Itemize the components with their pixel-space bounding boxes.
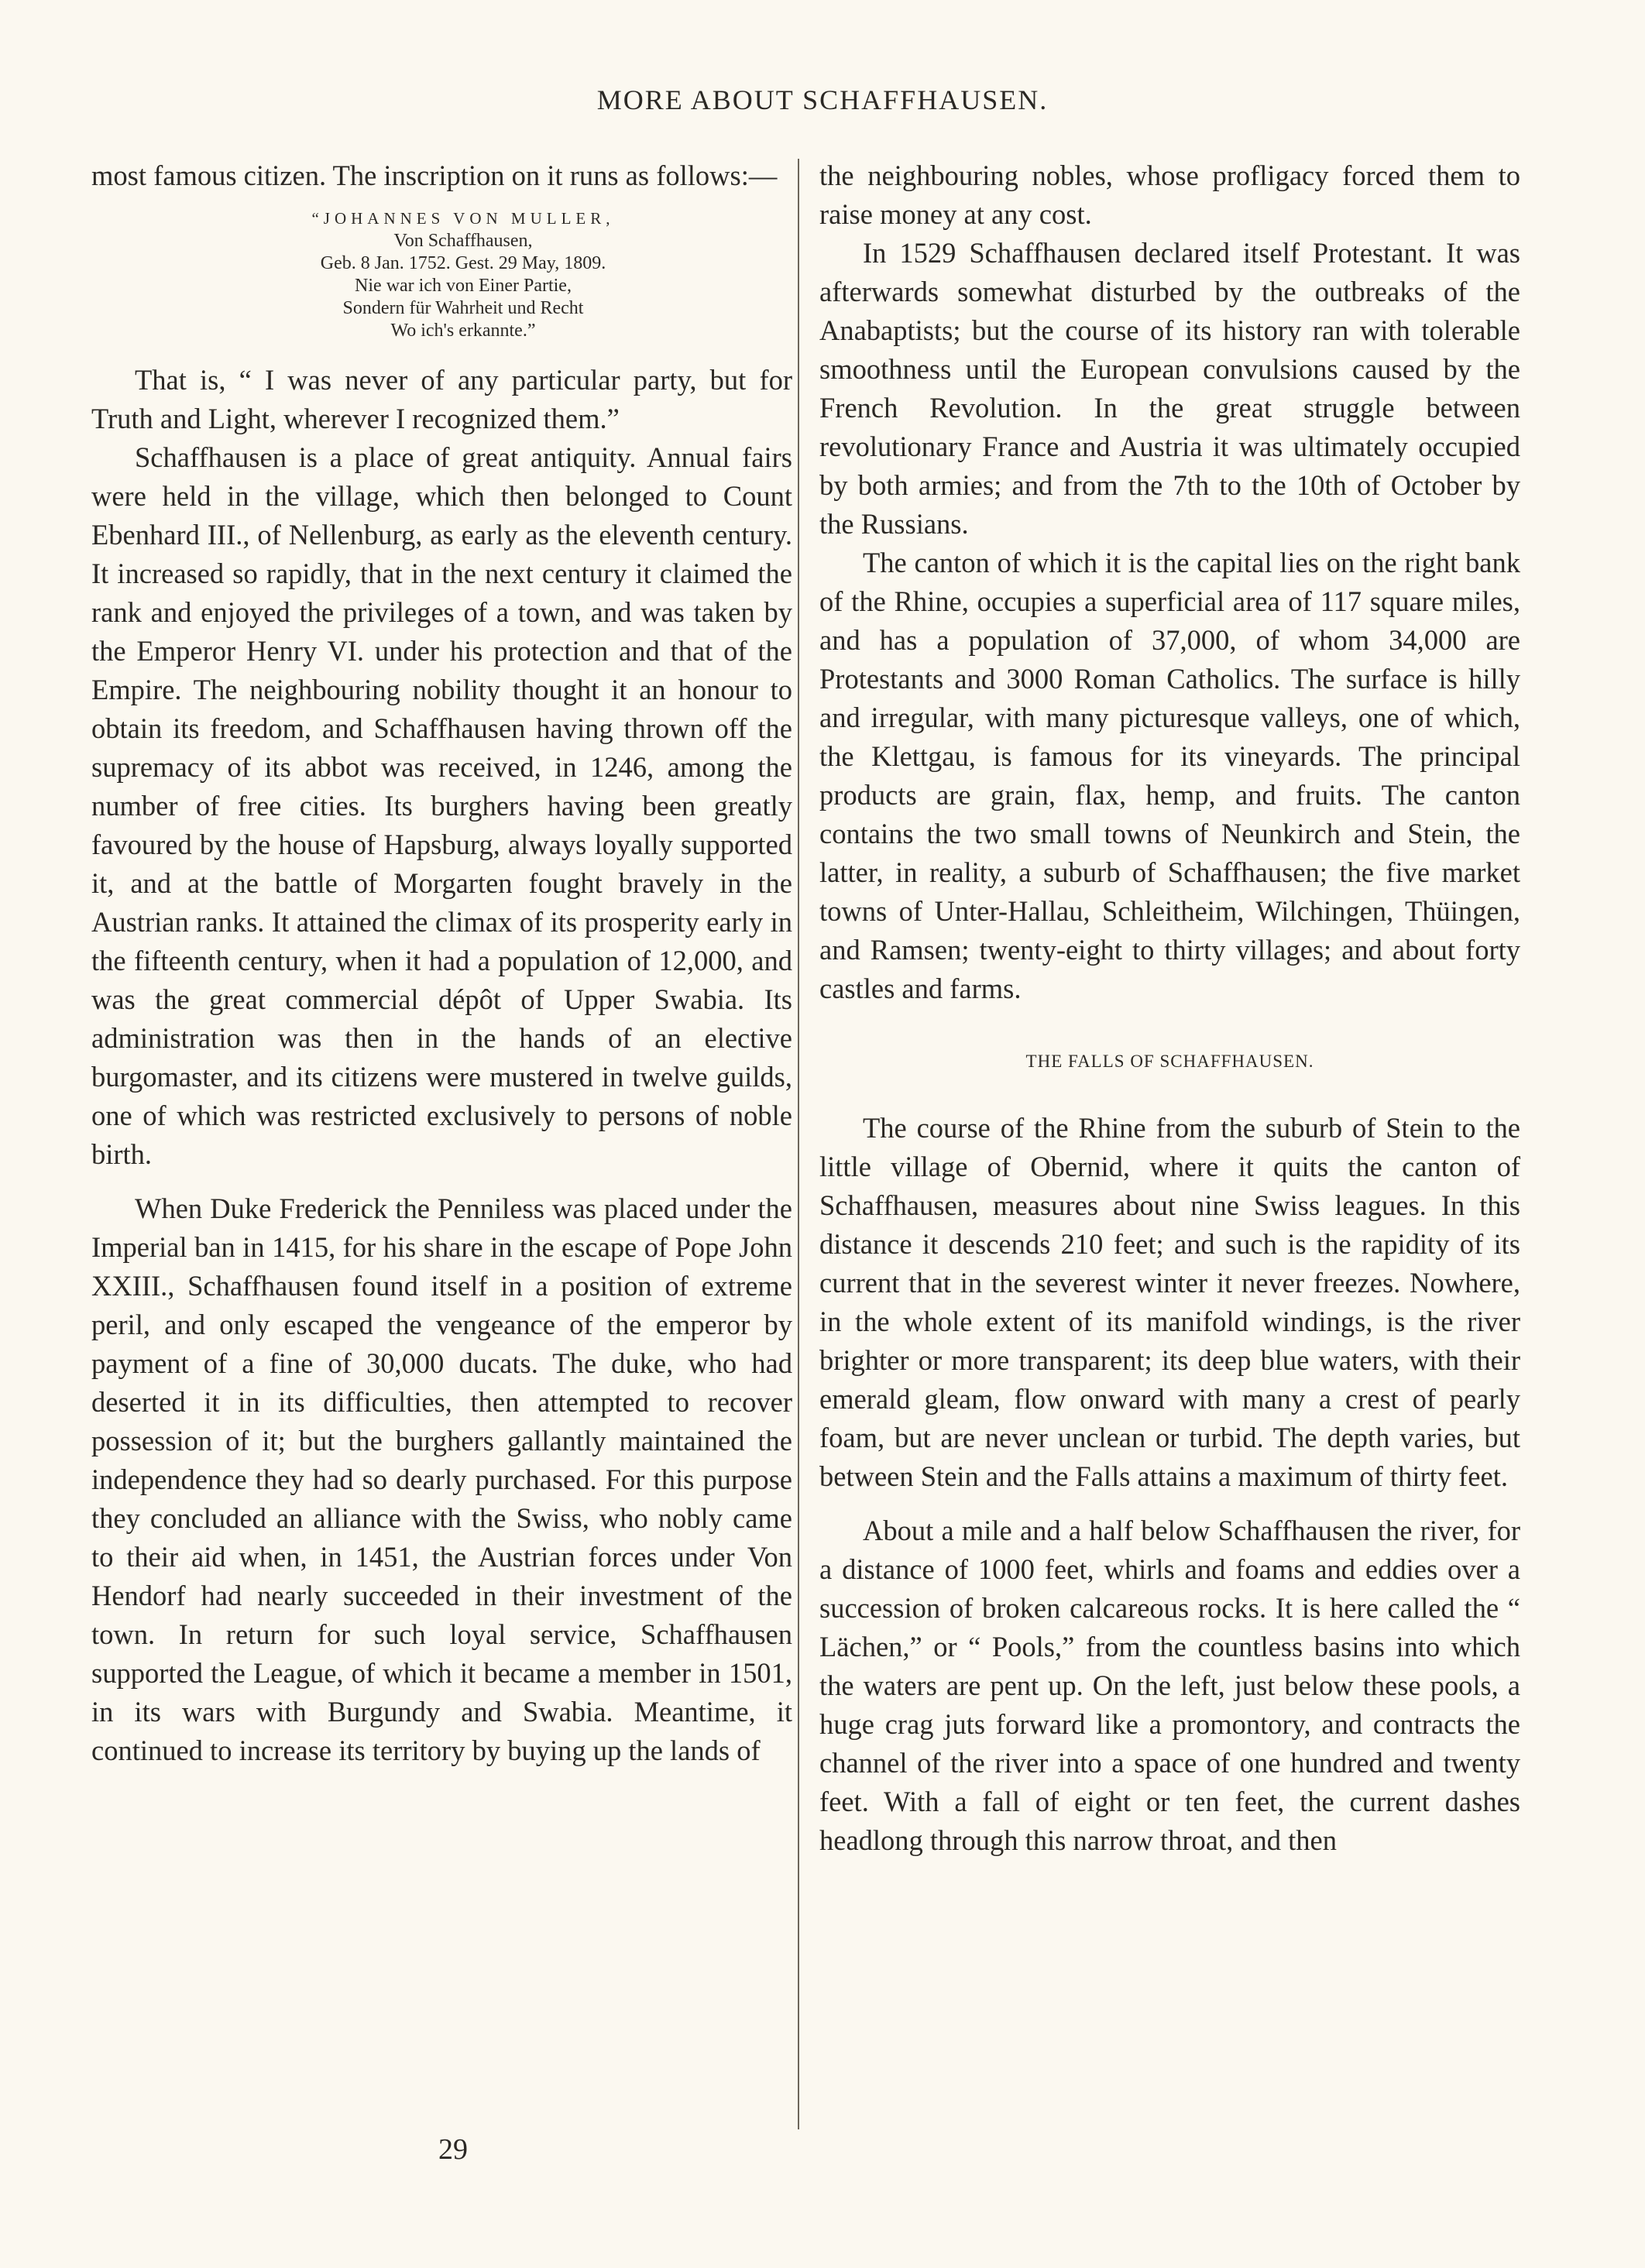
- inscription-line: “JOHANNES VON MULLER,: [311, 209, 615, 228]
- paragraph: In 1529 Schaffhausen declared itself Protestant. It was afterwards somewhat disturbed by the outbreaks of the Anabaptists; but the course of its history ran with tolerable smoothness until the European convulsions caused by the French Revolution. In the great struggle between revolutionary France and Austria it was ultimately occupied by both armies; and from the 7th to the 10th of October by the Russians.: [819, 237, 1520, 540]
- paragraph: the neighbouring nobles, whose profligacy forced them to raise money at any cost.: [819, 160, 1520, 230]
- inscription: [246, 208, 680, 342]
- right-column: [819, 156, 1520, 1860]
- paragraph: About a mile and a half below Schaffhausen the river, for a distance of 1000 feet, whirls and foams and eddies over a succession of broken calcareous rocks. It is here called the “ Lächen,” or “ Pools,” from the countless basins into which the waters are pent up. On the left, just below these pools, a huge crag juts forward like a promontory, and contracts the channel of the river into a space of one hundred and twenty feet. With a fall of eight or ten feet, the current dashes headlong through this narrow throat, and then: [819, 1515, 1520, 1856]
- running-head: MORE ABOUT SCHAFFHAUSEN.: [596, 84, 1049, 115]
- paragraph: That is, “ I was never of any particular party, but for Truth and Light, wherever I recognized them.”: [91, 364, 792, 434]
- inscription-line: Von Schaffhausen,: [393, 231, 533, 251]
- page-number: 29: [438, 2133, 468, 2166]
- inscription-line: Sondern für Wahrheit und Recht: [342, 298, 584, 318]
- inscription-line: Wo ich's erkannte.”: [390, 321, 536, 341]
- paragraph: most famous citizen. The inscription on it runs as follows:—: [91, 160, 778, 191]
- paragraph: The course of the Rhine from the suburb of Stein to the little village of Obernid, where it quits the canton of Schaffhausen, measures about nine Swiss leagues. In this distance it descends 210 feet; and such is the rapidity of its current that in the severest winter it never freezes. Nowhere, in the whole extent of its manifold windings, is the river brighter or more transparent; its deep blue waters, with their emerald gleam, flow onward with many a crest of pearly foam, but are never unclean or turbid. The depth varies, but between Stein and the Falls attains a maximum of thirty feet.: [819, 1112, 1520, 1492]
- section-title: THE FALLS OF SCHAFFHAUSEN.: [1025, 1052, 1314, 1071]
- inscription-line: Geb. 8 Jan. 1752. Gest. 29 May, 1809.: [320, 253, 606, 273]
- paragraph: The canton of which it is the capital lies on the right bank of the Rhine, occupies a superficial area of 117 square miles, and has a population of 37,000, of whom 34,000 are Protestants and 3000 Roman Catholics. The surface is hilly and irregular, with many picturesque valleys, one of which, the Klettgau, is famous for its vineyards. The principal products are grain, flax, hemp, and fruits. The canton contains the two small towns of Neunkirch and Stein, the latter, in reality, a suburb of Schaffhausen; the five market towns of Unter-Hallau, Schleitheim, Wilchingen, Thüingen, and Ramsen; twenty-eight to thirty villages; and about forty castles and farms.: [819, 547, 1520, 1004]
- left-column: [91, 156, 792, 1770]
- column-rule: [798, 159, 799, 2129]
- paragraph: When Duke Frederick the Penniless was placed under the Imperial ban in 1415, for his share in the escape of Pope John XXIII., Schaffhausen found itself in a position of extreme peril, and only escaped the vengeance of the emperor by payment of a fine of 30,000 ducats. The duke, who had deserted it in its difficulties, then attempted to recover possession of it; but the burghers gallantly maintained the independence they had so dearly purchased. For this purpose they concluded an alliance with the Swiss, who nobly came to their aid when, in 1451, the Austrian forces under Von Hendorf had nearly succeeded in their investment of the town. In return for such loyal service, Schaffhausen supported the League, of which it became a member in 1501, in its wars with Burgundy and Swabia. Meantime, it continued to increase its territory by buying up the lands of: [91, 1192, 792, 1766]
- paragraph: Schaffhausen is a place of great antiquity. Annual fairs were held in the village, which then belonged to Count Ebenhard III., of Nellenburg, as early as the eleventh century. It increased so rapidly, that in the next century it claimed the rank and enjoyed the privileges of a town, and was taken by the Emperor Henry VI. under his protection and that of the Empire. The neighbouring nobility thought it an honour to obtain its freedom, and Schaffhausen having thrown off the supremacy of its abbot was received, in 1246, among the number of free cities. Its burghers having been greatly favoured by the house of Hapsburg, always loyally supported it, and at the battle of Morgarten fought bravely in the Austrian ranks. It attained the climax of its prosperity early in the fifteenth century, when it had a population of 12,000, and was the great commercial dépôt of Upper Swabia. Its administration was then in the hands of an elective burgomaster, and its citizens were mustered in twelve guilds, one of which was restricted exclusively to persons of noble birth.: [91, 441, 792, 1170]
- inscription-line: Nie war ich von Einer Partie,: [355, 276, 572, 296]
